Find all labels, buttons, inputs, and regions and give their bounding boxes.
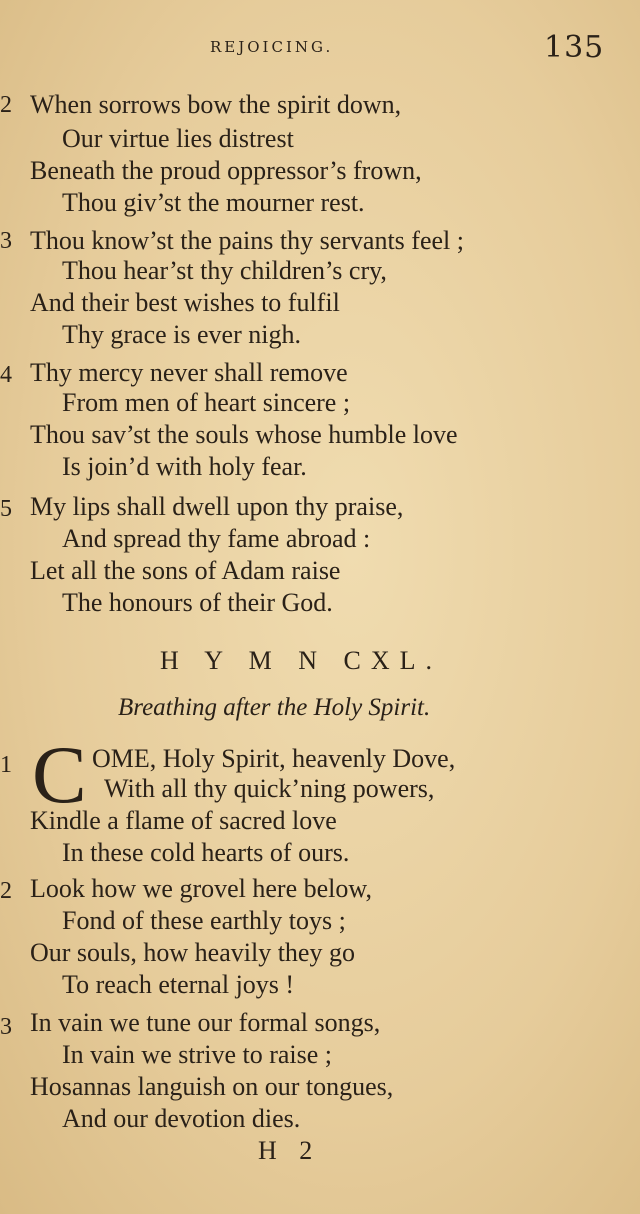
verse-line: From men of heart sincere ; [62,388,351,417]
verse-line: When sorrows bow the spirit down, [30,90,402,119]
verse-line: Beneath the proud oppressor’s frown, [30,156,422,185]
verse-line: Is join’d with holy fear. [62,452,307,481]
verse-line: Our virtue lies distrest [62,124,294,153]
stanza-number: 3 [0,228,12,254]
page-number: 135 [544,30,605,65]
stanza-number: 4 [0,362,12,388]
verse-line: In vain we tune our formal songs, [30,1008,381,1037]
verse-line: The honours of their God. [62,588,333,617]
verse-line: And spread thy fame abroad : [62,524,371,553]
stanza-number: 5 [0,496,12,522]
stanza-number: 2 [0,878,12,904]
verse-line: To reach eternal joys ! [62,970,295,999]
stanza-number: 2 [0,92,12,118]
verse-line: In vain we strive to raise ; [62,1040,333,1069]
verse-line: Thou know’st the pains thy servants feel ; [30,226,464,255]
hymn-subtitle: Breathing after the Holy Spirit. [118,694,431,721]
verse-line: Look how we grovel here below, [30,874,372,903]
verse-line: My lips shall dwell upon thy praise, [30,492,404,521]
verse-line: OME, Holy Spirit, heavenly Dove, [92,744,456,773]
verse-line: In these cold hearts of ours. [62,838,350,867]
verse-line: Thou giv’st the mourner rest. [62,188,365,217]
verse-line: Our souls, how heavily they go [30,938,355,967]
verse-line: And their best wishes to fulfil [30,288,340,317]
verse-line: Thy grace is ever nigh. [62,320,301,349]
verse-line: Fond of these earthly toys ; [62,906,346,935]
verse-line: Hosannas languish on our tongues, [30,1072,394,1101]
verse-line: Thou hear’st thy children’s cry, [62,256,387,285]
drop-cap: C [32,729,87,820]
verse-line: With all thy quick’ning powers, [104,774,435,803]
stanza-number: 3 [0,1014,12,1040]
signature-mark: H 2 [258,1136,321,1165]
hymn-title: H Y M N CXL. [160,646,443,675]
verse-line: Let all the sons of Adam raise [30,556,341,585]
verse-line: Thou sav’st the souls whose humble love [30,420,458,449]
verse-line: Thy mercy never shall remove [30,358,348,387]
stanza-number: 1 [0,752,12,778]
verse-line: And our devotion dies. [62,1104,301,1133]
verse-line: Kindle a flame of sacred love [30,806,337,835]
running-head: REJOICING. [210,38,334,56]
